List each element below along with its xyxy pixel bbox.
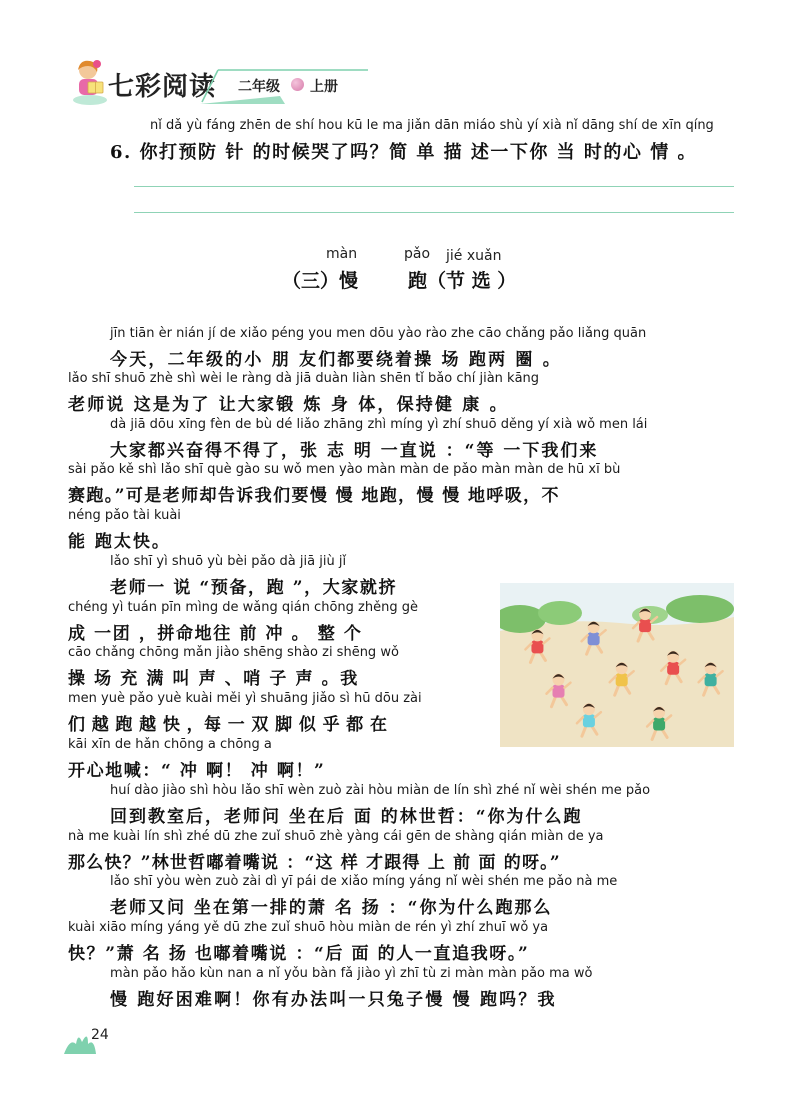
answer-line-1 — [134, 186, 734, 187]
passage-text: 老师说 这是为了 让大家锻 炼 身 体，保持健 康 。 — [68, 395, 509, 415]
passage-text: 成 一团 ，拼命地往 前 冲 。 整 个 — [68, 624, 363, 644]
term-label: 上册 — [310, 79, 338, 95]
passage-pinyin: kāi xīn de hǎn chōng a chōng a — [68, 737, 272, 752]
reading-girl-logo — [70, 58, 110, 106]
passage-pinyin: chéng yì tuán pīn mìng de wǎng qián chōng zhěng gè — [68, 600, 418, 615]
passage-pinyin: men yuè pǎo yuè kuài měi yì shuāng jiǎo sì hū dōu zài — [68, 691, 422, 706]
passage-pinyin: cāo chǎng chōng mǎn jiào shēng shào zi shēng wǒ — [68, 645, 399, 660]
passage-text: 能 跑太快。 — [68, 532, 171, 552]
passage-text: 们 越 跑 越 快 ，每 一 双 脚 似 乎 都 在 — [68, 715, 388, 735]
grade-label: 二年级 — [238, 79, 280, 95]
passage-text: 操 场 充 满 叫 声 、哨 子 声 。我 — [68, 669, 359, 689]
passage-pinyin: dà jiā dōu xīng fèn de bù dé liǎo zhāng zhì míng yì zhí shuō děng yí xià wǒ men lái — [110, 417, 648, 432]
passage-pinyin: lǎo shī yòu wèn zuò zài dì yī pái de xiǎo míng yáng nǐ wèi shén me pǎo nà me — [110, 874, 618, 889]
passage-pinyin: màn pǎo hǎo kùn nan a nǐ yǒu bàn fǎ jiào yì zhī tù zi màn màn pǎo ma wǒ — [110, 966, 593, 981]
passage-text: 老师又问 坐在第一排的萧 名 扬 ：“你为什么跑那么 — [110, 898, 553, 918]
passage-title-main: 跑（节 选 ） — [408, 270, 517, 292]
separator-dot-icon — [291, 78, 304, 91]
passage-text: 那么快？”林世哲嘟着嘴说 ：“这 样 才跟得 上 前 面 的呀。” — [68, 853, 561, 873]
title-pinyin-pao: pǎo — [404, 246, 431, 262]
passage-pinyin: huí dào jiào shì hòu lǎo shī wèn zuò zài hòu miàn de lín shì zhé nǐ wèi shén me pǎo — [110, 783, 651, 798]
running-children-illustration — [500, 583, 734, 747]
passage-title-prefix: （三）慢 — [282, 270, 359, 292]
passage-text: 赛跑。”可是老师却告诉我们要慢 慢 地跑，慢 慢 地呼吸，不 — [68, 486, 560, 506]
header-ribbon — [200, 68, 370, 106]
passage-text: 今天，二年级的小 朋 友们都要绕着操 场 跑两 圈 。 — [110, 350, 562, 370]
passage-pinyin: nà me kuài lín shì zhé dū zhe zuǐ shuō zhè yàng cái gēn de shàng qián miàn de ya — [68, 829, 604, 844]
page-number: 24 — [91, 1027, 109, 1043]
title-pinyin-man: màn — [326, 246, 358, 262]
passage-pinyin: lǎo shī shuō zhè shì wèi le ràng dà jiā duàn liàn shēn tǐ bǎo chí jiàn kāng — [68, 371, 540, 386]
answer-line-2 — [134, 212, 734, 213]
passage-pinyin: kuài xiāo míng yáng yě dū zhe zuǐ shuō hòu miàn de rén yì zhí zhuī wǒ ya — [68, 920, 549, 935]
passage-text: 快？”萧 名 扬 也嘟着嘴说 ：“后 面 的人一直追我呀。” — [68, 944, 530, 964]
passage-text: 慢 跑好困难啊！你有办法叫一只兔子慢 慢 跑吗？我 — [110, 990, 557, 1010]
passage-pinyin: sài pǎo kě shì lǎo shī què gào su wǒ men yào màn màn de pǎo màn màn de hū xī bù — [68, 462, 621, 477]
question-pinyin: nǐ dǎ yù fáng zhēn de shí hou kū le ma jiǎn dān miáo shù yí xià nǐ dāng shí de xīn qíng — [150, 118, 714, 133]
passage-pinyin: lǎo shī yì shuō yù bèi pǎo dà jiā jiù jǐ — [110, 554, 347, 569]
passage-text: 老师一 说 “预备，跑 ”，大家就挤 — [110, 578, 398, 598]
passage-text: 开心地喊：“ 冲 啊！ 冲 啊！” — [68, 761, 326, 781]
passage-text: 大家都兴奋得不得了，张 志 明 一直说 ：“等 一下我们来 — [110, 441, 599, 461]
passage-pinyin: jīn tiān èr nián jí de xiǎo péng you men dōu yào rào zhe cāo chǎng pǎo liǎng quān — [110, 326, 647, 341]
series-title: 七彩阅读 — [108, 72, 217, 102]
title-pinyin-jiexuan: jié xuǎn — [446, 248, 502, 264]
passage-text: 回到教室后，老师问 坐在后 面 的林世哲：“你为什么跑 — [110, 807, 583, 827]
question-text: 6. 你打预防 针 的时候哭了吗？简 单 描 述一下你 当 时的心 情 。 — [110, 142, 697, 163]
passage-pinyin: néng pǎo tài kuài — [68, 508, 181, 523]
